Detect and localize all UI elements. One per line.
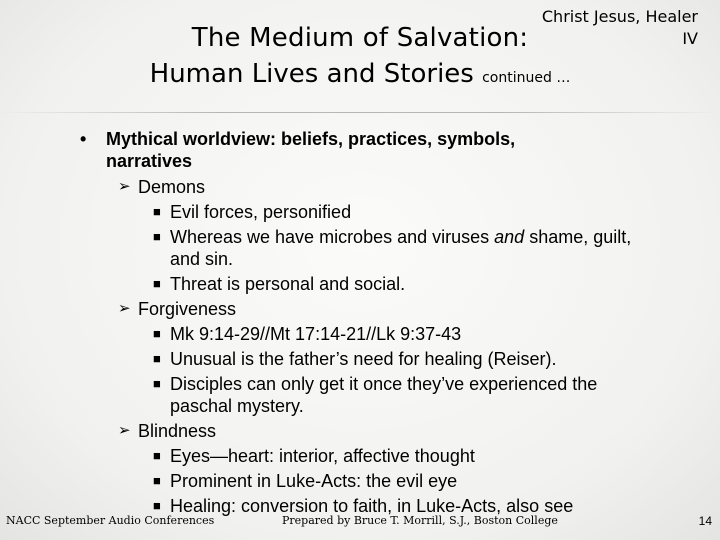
- list-item-text-emphasis: and: [494, 227, 525, 247]
- square-bullet-icon: ■: [153, 204, 161, 219]
- list-item: [0, 445, 720, 467]
- main-bullet-text: Mythical worldview: beliefs, practices, symbols, narratives: [106, 129, 516, 171]
- list-item-text: Prominent in Luke-Acts: the evil eye: [170, 471, 458, 491]
- round-bullet-icon: •: [80, 129, 87, 149]
- list-item-text: Evil forces, personified: [170, 202, 352, 222]
- square-bullet-icon: ■: [153, 351, 161, 366]
- slide-title: [140, 22, 580, 94]
- sub-bullet-blindness: [0, 420, 720, 442]
- arrow-bullet-icon: ➢: [118, 422, 131, 439]
- main-bullet: [0, 128, 720, 172]
- list-item: [0, 201, 720, 223]
- list-item-text: Unusual is the father’s need for healing (Reiser).: [170, 349, 557, 369]
- list-item: [0, 470, 720, 492]
- list-item: [0, 226, 720, 270]
- list-item-text-post: shame, guilt, and sin.: [170, 227, 632, 269]
- sub-bullet-label: Demons: [138, 177, 206, 197]
- arrow-bullet-icon: ➢: [118, 178, 131, 195]
- square-bullet-icon: ■: [153, 473, 161, 488]
- square-bullet-icon: ■: [153, 498, 161, 513]
- list-item-text: Disciples can only get it once they’ve experienced the paschal mystery.: [170, 374, 598, 416]
- list-item-text: Threat is personal and social.: [170, 274, 406, 294]
- list-item: [0, 323, 720, 345]
- title-continued: continued …: [482, 70, 571, 86]
- list-item-text: Eyes—heart: interior, affective thought: [170, 446, 475, 466]
- square-bullet-icon: ■: [153, 229, 161, 244]
- sub-bullet-label: Forgiveness: [138, 299, 237, 319]
- list-item: [0, 373, 720, 417]
- list-item-text: Healing: conversion to faith, in Luke-Acts, also see: [170, 496, 574, 516]
- sub-bullet-demons: [0, 176, 720, 198]
- footer-left: NACC September Audio Conferences: [6, 514, 215, 527]
- square-bullet-icon: ■: [153, 448, 161, 463]
- sub-bullet-label: Blindness: [138, 421, 217, 441]
- square-bullet-icon: ■: [153, 326, 161, 341]
- square-bullet-icon: ■: [153, 276, 161, 291]
- title-line-2: [140, 58, 580, 94]
- sub-bullet-forgiveness: [0, 298, 720, 320]
- slide-body: [0, 128, 720, 540]
- corner-line-2: IV: [682, 29, 698, 48]
- list-item-text: Mk 9:14-29//Mt 17:14-21//Lk 9:37-43: [170, 324, 462, 344]
- arrow-bullet-icon: ➢: [118, 300, 131, 317]
- square-bullet-icon: ■: [153, 376, 161, 391]
- list-item-text-pre: Whereas we have microbes and viruses: [170, 227, 495, 247]
- list-item: [0, 348, 720, 370]
- title-line-1: The Medium of Salvation:: [191, 23, 529, 53]
- title-divider: [0, 112, 720, 113]
- page-number: 14: [698, 514, 712, 528]
- title-line-2-text: Human Lives and Stories: [149, 59, 474, 89]
- corner-line-1: Christ Jesus, Healer: [541, 7, 698, 26]
- list-item: [0, 273, 720, 295]
- footer-right: Prepared by Bruce T. Morrill, S.J., Boston College: [282, 514, 558, 527]
